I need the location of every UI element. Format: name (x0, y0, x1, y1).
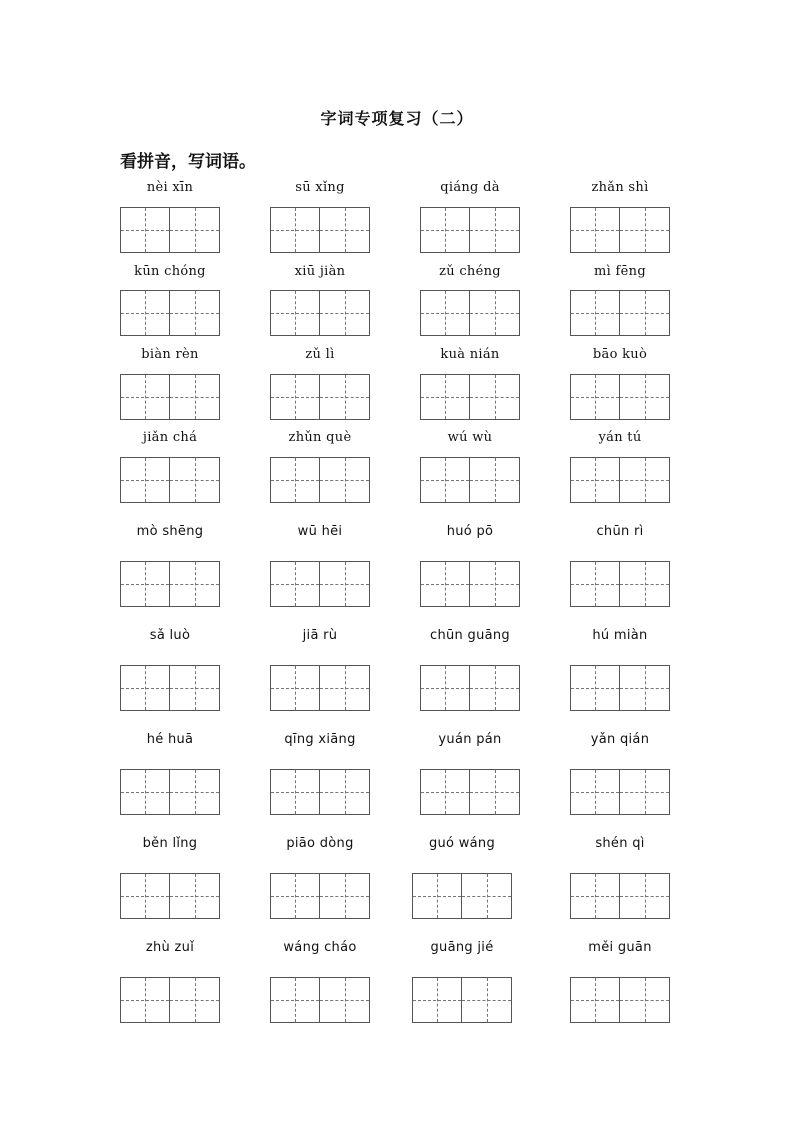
tianzige-cell[interactable] (412, 873, 462, 919)
pinyin-prompt: chūn rì (596, 524, 644, 539)
writing-boxes[interactable] (420, 665, 520, 711)
pinyin-prompt: qīng xiāng (284, 732, 356, 747)
writing-boxes[interactable] (570, 769, 670, 815)
page-title: 字词专项复习（二） (320, 109, 474, 128)
tianzige-cell[interactable] (412, 977, 462, 1023)
exercise-instruction: 看拼音，写词语。 (120, 152, 256, 172)
writing-boxes[interactable] (270, 873, 370, 919)
tianzige-cell[interactable] (420, 665, 470, 711)
writing-boxes[interactable] (270, 457, 370, 503)
tianzige-cell[interactable] (170, 290, 220, 336)
writing-boxes[interactable] (570, 873, 670, 919)
tianzige-cell[interactable] (120, 374, 170, 420)
writing-boxes[interactable] (570, 207, 670, 253)
tianzige-cell[interactable] (320, 665, 370, 711)
tianzige-cell[interactable] (270, 873, 320, 919)
writing-boxes[interactable] (420, 457, 520, 503)
tianzige-cell[interactable] (120, 665, 170, 711)
writing-boxes[interactable] (120, 290, 220, 336)
pinyin-prompt: hé huā (146, 732, 194, 747)
tianzige-cell[interactable] (270, 457, 320, 503)
tianzige-cell[interactable] (170, 769, 220, 815)
tianzige-cell[interactable] (320, 207, 370, 253)
tianzige-cell[interactable] (120, 977, 170, 1023)
pinyin-prompt: zǔ chéng (439, 264, 501, 279)
tianzige-cell[interactable] (470, 561, 520, 607)
tianzige-cell[interactable] (120, 207, 170, 253)
pinyin-prompt: guāng jié (430, 940, 494, 955)
pinyin-prompt: piāo dòng (286, 836, 354, 851)
tianzige-cell[interactable] (170, 977, 220, 1023)
tianzige-cell[interactable] (170, 374, 220, 420)
pinyin-prompt: bāo kuò (592, 347, 648, 362)
tianzige-cell[interactable] (270, 977, 320, 1023)
pinyin-prompt: sū xǐng (295, 180, 345, 195)
tianzige-cell[interactable] (270, 207, 320, 253)
tianzige-cell[interactable] (320, 290, 370, 336)
tianzige-cell[interactable] (620, 873, 670, 919)
tianzige-cell[interactable] (470, 207, 520, 253)
writing-boxes[interactable] (412, 977, 512, 1023)
writing-boxes[interactable] (270, 769, 370, 815)
writing-boxes[interactable] (570, 374, 670, 420)
pinyin-prompt: zhǎn shì (591, 180, 649, 195)
tianzige-cell[interactable] (570, 561, 620, 607)
tianzige-cell[interactable] (620, 665, 670, 711)
writing-boxes[interactable] (570, 561, 670, 607)
writing-boxes[interactable] (420, 374, 520, 420)
writing-boxes[interactable] (570, 665, 670, 711)
tianzige-cell[interactable] (270, 374, 320, 420)
pinyin-prompt: chūn guāng (430, 628, 510, 643)
tianzige-cell[interactable] (420, 290, 470, 336)
pinyin-prompt: qiáng dà (440, 180, 500, 195)
pinyin-prompt: hú miàn (592, 628, 648, 643)
tianzige-cell[interactable] (170, 207, 220, 253)
tianzige-cell[interactable] (470, 665, 520, 711)
pinyin-prompt: yuán pán (438, 732, 502, 747)
writing-boxes[interactable] (270, 977, 370, 1023)
tianzige-cell[interactable] (170, 561, 220, 607)
tianzige-cell[interactable] (120, 457, 170, 503)
pinyin-prompt: sǎ luò (149, 628, 191, 643)
pinyin-prompt: běn lǐng (142, 836, 198, 851)
tianzige-cell[interactable] (120, 290, 170, 336)
pinyin-prompt: wáng cháo (283, 940, 357, 955)
tianzige-cell[interactable] (120, 561, 170, 607)
writing-boxes[interactable] (270, 290, 370, 336)
tianzige-cell[interactable] (470, 457, 520, 503)
pinyin-prompt: shén qì (595, 836, 645, 851)
tianzige-cell[interactable] (462, 977, 512, 1023)
writing-boxes[interactable] (120, 665, 220, 711)
writing-boxes[interactable] (420, 769, 520, 815)
tianzige-cell[interactable] (470, 290, 520, 336)
tianzige-cell[interactable] (570, 769, 620, 815)
writing-boxes[interactable] (120, 769, 220, 815)
tianzige-cell[interactable] (620, 977, 670, 1023)
writing-boxes[interactable] (270, 207, 370, 253)
tianzige-cell[interactable] (620, 561, 670, 607)
pinyin-prompt: nèi xīn (146, 180, 194, 195)
tianzige-cell[interactable] (270, 290, 320, 336)
writing-boxes[interactable] (570, 290, 670, 336)
tianzige-cell[interactable] (420, 561, 470, 607)
tianzige-cell[interactable] (120, 873, 170, 919)
pinyin-prompt: xiū jiàn (294, 264, 346, 279)
tianzige-cell[interactable] (470, 769, 520, 815)
tianzige-cell[interactable] (420, 769, 470, 815)
writing-boxes[interactable] (270, 561, 370, 607)
tianzige-cell[interactable] (320, 769, 370, 815)
tianzige-cell[interactable] (570, 873, 620, 919)
writing-boxes[interactable] (420, 207, 520, 253)
pinyin-prompt: jiā rù (302, 628, 338, 643)
tianzige-cell[interactable] (270, 665, 320, 711)
tianzige-cell[interactable] (420, 207, 470, 253)
writing-boxes[interactable] (270, 374, 370, 420)
tianzige-cell[interactable] (570, 290, 620, 336)
writing-boxes[interactable] (120, 207, 220, 253)
writing-boxes[interactable] (412, 873, 512, 919)
pinyin-prompt: mì fēng (594, 264, 646, 279)
writing-boxes[interactable] (420, 290, 520, 336)
tianzige-cell[interactable] (620, 374, 670, 420)
tianzige-cell[interactable] (570, 207, 620, 253)
writing-boxes[interactable] (120, 457, 220, 503)
pinyin-prompt: zhǔn què (288, 430, 352, 445)
tianzige-cell[interactable] (120, 769, 170, 815)
pinyin-prompt: wú wù (447, 430, 493, 445)
writing-boxes[interactable] (120, 561, 220, 607)
tianzige-cell[interactable] (620, 457, 670, 503)
pinyin-prompt: měi guān (588, 940, 652, 955)
tianzige-cell[interactable] (620, 769, 670, 815)
tianzige-cell[interactable] (170, 873, 220, 919)
pinyin-prompt: kuà nián (440, 347, 500, 362)
tianzige-cell[interactable] (320, 873, 370, 919)
pinyin-prompt: huó pō (446, 524, 494, 539)
pinyin-prompt: yán tú (598, 430, 642, 445)
tianzige-cell[interactable] (570, 457, 620, 503)
writing-boxes[interactable] (570, 977, 670, 1023)
writing-boxes[interactable] (120, 873, 220, 919)
writing-boxes[interactable] (120, 374, 220, 420)
tianzige-cell[interactable] (320, 457, 370, 503)
pinyin-prompt: wū hēi (297, 524, 343, 539)
tianzige-cell[interactable] (420, 457, 470, 503)
pinyin-prompt: zhù zuǐ (145, 940, 195, 955)
tianzige-cell[interactable] (320, 561, 370, 607)
tianzige-cell[interactable] (620, 207, 670, 253)
pinyin-prompt: zǔ lì (305, 347, 335, 362)
tianzige-cell[interactable] (270, 561, 320, 607)
tianzige-cell[interactable] (170, 457, 220, 503)
pinyin-prompt: biàn rèn (141, 347, 199, 362)
tianzige-cell[interactable] (270, 769, 320, 815)
pinyin-prompt: kūn chóng (134, 264, 206, 279)
tianzige-cell[interactable] (570, 977, 620, 1023)
writing-boxes[interactable] (120, 977, 220, 1023)
tianzige-cell[interactable] (462, 873, 512, 919)
pinyin-prompt: yǎn qián (590, 732, 650, 747)
writing-boxes[interactable] (270, 665, 370, 711)
writing-boxes[interactable] (420, 561, 520, 607)
tianzige-cell[interactable] (570, 665, 620, 711)
writing-boxes[interactable] (570, 457, 670, 503)
pinyin-prompt: guó wáng (428, 836, 496, 851)
tianzige-cell[interactable] (620, 290, 670, 336)
pinyin-prompt: jiǎn chá (142, 430, 198, 445)
tianzige-cell[interactable] (570, 374, 620, 420)
tianzige-cell[interactable] (470, 374, 520, 420)
tianzige-cell[interactable] (420, 374, 470, 420)
pinyin-prompt: mò shēng (136, 524, 204, 539)
tianzige-cell[interactable] (320, 374, 370, 420)
tianzige-cell[interactable] (320, 977, 370, 1023)
tianzige-cell[interactable] (170, 665, 220, 711)
